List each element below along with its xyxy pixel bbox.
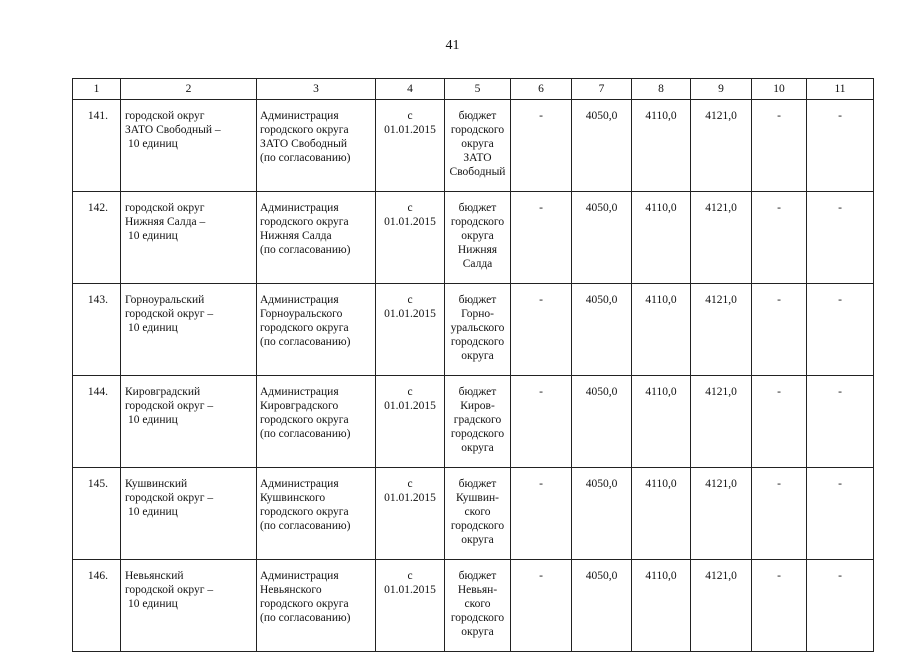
administration-line: (по согласованию) [260, 152, 351, 164]
value-8: 4110,0 [645, 110, 677, 122]
date-cell [376, 376, 445, 468]
budget-line: Киров- [460, 400, 495, 412]
municipality-line: городской округ [125, 110, 205, 122]
value-cell-7 [572, 192, 632, 284]
budget-cell [445, 468, 511, 560]
budget-cell [445, 100, 511, 192]
administration-cell [257, 192, 376, 284]
row-number: 145. [87, 478, 108, 490]
administration-cell [257, 284, 376, 376]
administration-line: городского округа [260, 506, 349, 518]
value-11: - [838, 202, 842, 214]
value-7: 4050,0 [585, 110, 618, 122]
value-11: - [838, 386, 842, 398]
header-cell-3: 3 [257, 79, 376, 100]
administration-line: Администрация [260, 202, 339, 214]
value-9: 4121,0 [705, 202, 737, 214]
budget-line: ского [464, 506, 491, 518]
value-cell-9 [691, 192, 752, 284]
budget-line: округа [461, 626, 494, 638]
budget-line: округа [461, 138, 494, 150]
value-11: - [838, 478, 842, 490]
administration-cell [257, 560, 376, 652]
row-number: 143. [87, 294, 108, 306]
header-row [73, 79, 874, 100]
municipality-line: городской округ – [125, 308, 214, 320]
date-cell [376, 100, 445, 192]
budget-line: городского [450, 216, 505, 228]
budget-cell [445, 192, 511, 284]
header-cell-5: 5 [445, 79, 511, 100]
row-number: 141. [87, 110, 108, 122]
row-number-cell [73, 284, 121, 376]
value-cell-6 [511, 100, 572, 192]
value-cell-8 [632, 468, 691, 560]
budget-cell [445, 376, 511, 468]
budget-line: округа [461, 442, 494, 454]
administration-line: Администрация [260, 478, 339, 490]
municipality-cell [121, 100, 257, 192]
value-cell-6 [511, 376, 572, 468]
administration-line: ЗАТО Свободный [260, 138, 348, 150]
municipality-line: 10 единиц [128, 506, 178, 518]
value-cell-11 [807, 468, 874, 560]
budget-line: ЗАТО [463, 152, 492, 164]
administration-line: городского округа [260, 124, 349, 136]
value-cell-7 [572, 376, 632, 468]
budget-line: бюджет [458, 570, 497, 582]
value-10: - [777, 294, 781, 306]
value-cell-7 [572, 468, 632, 560]
municipality-line: 10 единиц [128, 414, 178, 426]
date-line: с [407, 202, 413, 214]
municipality-line: городской округ [125, 202, 205, 214]
value-6: - [539, 202, 543, 214]
table-row [73, 468, 874, 560]
row-number-cell [73, 192, 121, 284]
budget-line: бюджет [458, 294, 497, 306]
value-7: 4050,0 [585, 386, 618, 398]
value-7: 4050,0 [585, 294, 618, 306]
administration-line: (по согласованию) [260, 244, 351, 256]
header-cell-11: 11 [807, 79, 874, 100]
value-cell-11 [807, 192, 874, 284]
value-cell-7 [572, 100, 632, 192]
value-7: 4050,0 [585, 202, 618, 214]
budget-line: округа [461, 350, 494, 362]
budget-line: городского [450, 336, 505, 348]
date-line: 01.01.2015 [384, 584, 436, 596]
budget-line: городского [450, 520, 505, 532]
date-line: с [407, 294, 413, 306]
budget-line: городского [450, 428, 505, 440]
row-number: 142. [87, 202, 108, 214]
date-line: с [407, 110, 413, 122]
value-10: - [777, 202, 781, 214]
administration-line: городского округа [260, 598, 349, 610]
municipality-line: Нижняя Салда – [125, 216, 206, 228]
administration-line: Администрация [260, 110, 339, 122]
value-cell-9 [691, 376, 752, 468]
header-cell-8: 8 [632, 79, 691, 100]
administration-line: Невьянского [260, 584, 322, 596]
row-number: 144. [87, 386, 108, 398]
budget-line: ского [464, 598, 491, 610]
administration-line: Администрация [260, 294, 339, 306]
value-8: 4110,0 [645, 478, 677, 490]
value-cell-7 [572, 560, 632, 652]
administration-line: Кировградского [260, 400, 339, 412]
value-cell-10 [752, 560, 807, 652]
value-cell-9 [691, 560, 752, 652]
municipality-line: городской округ – [125, 492, 214, 504]
header-cell-6: 6 [511, 79, 572, 100]
administration-line: городского округа [260, 414, 349, 426]
budget-line: бюджет [458, 386, 497, 398]
budget-line: Свободный [449, 166, 506, 178]
page-number: 41 [445, 38, 460, 53]
municipality-line: ЗАТО Свободный – [125, 124, 221, 136]
row-number-cell [73, 560, 121, 652]
date-line: 01.01.2015 [384, 124, 436, 136]
value-cell-9 [691, 468, 752, 560]
value-cell-11 [807, 560, 874, 652]
municipality-cell [121, 284, 257, 376]
administration-line: (по согласованию) [260, 520, 351, 532]
date-line: 01.01.2015 [384, 492, 436, 504]
value-cell-7 [572, 284, 632, 376]
administration-cell [257, 376, 376, 468]
budget-line: Салда [462, 258, 493, 270]
value-11: - [838, 110, 842, 122]
date-cell [376, 468, 445, 560]
administration-line: Горноуральского [260, 308, 343, 320]
value-6: - [539, 386, 543, 398]
municipality-cell [121, 192, 257, 284]
budget-cell [445, 560, 511, 652]
value-cell-8 [632, 192, 691, 284]
date-cell [376, 284, 445, 376]
value-8: 4110,0 [645, 202, 677, 214]
value-9: 4121,0 [705, 478, 737, 490]
header-cell-7: 7 [572, 79, 632, 100]
administration-cell [257, 100, 376, 192]
value-8: 4110,0 [645, 386, 677, 398]
budget-line: Горно- [461, 308, 494, 320]
value-cell-8 [632, 560, 691, 652]
municipality-line: городской округ – [125, 400, 214, 412]
value-7: 4050,0 [585, 478, 618, 490]
value-cell-8 [632, 376, 691, 468]
table-row [73, 284, 874, 376]
value-cell-10 [752, 100, 807, 192]
administration-line: (по согласованию) [260, 336, 351, 348]
budget-cell [445, 284, 511, 376]
table-row [73, 376, 874, 468]
municipality-line: 10 единиц [128, 138, 178, 150]
budget-line: округа [461, 230, 494, 242]
value-cell-6 [511, 192, 572, 284]
table-row [73, 560, 874, 652]
budget-line: бюджет [458, 478, 497, 490]
value-9: 4121,0 [705, 570, 737, 582]
value-cell-8 [632, 100, 691, 192]
administration-line: (по согласованию) [260, 428, 351, 440]
date-cell [376, 192, 445, 284]
value-10: - [777, 570, 781, 582]
budget-line: Невьян- [457, 584, 498, 596]
table-body [73, 100, 874, 652]
value-10: - [777, 386, 781, 398]
row-number-cell [73, 100, 121, 192]
value-11: - [838, 294, 842, 306]
value-cell-10 [752, 376, 807, 468]
administration-line: городского округа [260, 216, 349, 228]
value-cell-10 [752, 284, 807, 376]
administration-cell [257, 468, 376, 560]
date-line: 01.01.2015 [384, 400, 436, 412]
budget-line: округа [461, 534, 494, 546]
value-9: 4121,0 [705, 386, 737, 398]
date-line: 01.01.2015 [384, 308, 436, 320]
value-cell-11 [807, 284, 874, 376]
budget-line: градского [453, 414, 502, 426]
value-cell-11 [807, 100, 874, 192]
value-9: 4121,0 [705, 294, 737, 306]
header-cell-9: 9 [691, 79, 752, 100]
value-10: - [777, 110, 781, 122]
municipality-line: Кушвинский [125, 478, 188, 490]
municipality-line: городской округ – [125, 584, 214, 596]
municipality-cell [121, 376, 257, 468]
value-cell-9 [691, 100, 752, 192]
value-cell-8 [632, 284, 691, 376]
table-row [73, 100, 874, 192]
administration-line: (по согласованию) [260, 612, 351, 624]
header-cell-2: 2 [121, 79, 257, 100]
value-cell-6 [511, 468, 572, 560]
municipality-line: Горноуральский [125, 294, 205, 306]
budget-line: уральского [450, 322, 505, 334]
value-cell-9 [691, 284, 752, 376]
budget-line: Кушвин- [456, 492, 499, 504]
value-cell-6 [511, 284, 572, 376]
date-cell [376, 560, 445, 652]
header-cell-1: 1 [73, 79, 121, 100]
value-cell-6 [511, 560, 572, 652]
row-number-cell [73, 468, 121, 560]
row-number-cell [73, 376, 121, 468]
value-cell-10 [752, 192, 807, 284]
administration-line: Нижняя Салда [260, 230, 332, 242]
value-10: - [777, 478, 781, 490]
budget-line: бюджет [458, 110, 497, 122]
municipality-line: 10 единиц [128, 598, 178, 610]
administration-line: городского округа [260, 322, 349, 334]
date-line: с [407, 570, 413, 582]
municipality-line: Невьянский [125, 570, 184, 582]
value-9: 4121,0 [705, 110, 737, 122]
budget-line: городского [450, 124, 505, 136]
date-line: с [407, 386, 413, 398]
administration-line: Администрация [260, 570, 339, 582]
administration-line: Администрация [260, 386, 339, 398]
header-cell-10: 10 [752, 79, 807, 100]
administration-line: Кушвинского [260, 492, 326, 504]
budget-line: Нижняя [457, 244, 498, 256]
budget-line: городского [450, 612, 505, 624]
value-11: - [838, 570, 842, 582]
header-cell-4: 4 [376, 79, 445, 100]
date-line: с [407, 478, 413, 490]
value-8: 4110,0 [645, 294, 677, 306]
municipality-cell [121, 560, 257, 652]
value-8: 4110,0 [645, 570, 677, 582]
value-6: - [539, 570, 543, 582]
value-6: - [539, 294, 543, 306]
municipality-line: 10 единиц [128, 230, 178, 242]
budget-line: бюджет [458, 202, 497, 214]
value-7: 4050,0 [585, 570, 618, 582]
municipality-cell [121, 468, 257, 560]
date-line: 01.01.2015 [384, 216, 436, 228]
municipality-line: 10 единиц [128, 322, 178, 334]
value-cell-11 [807, 376, 874, 468]
value-6: - [539, 110, 543, 122]
row-number: 146. [87, 570, 108, 582]
budget-table [72, 78, 874, 652]
municipality-line: Кировградский [125, 386, 201, 398]
value-cell-10 [752, 468, 807, 560]
value-6: - [539, 478, 543, 490]
table-row [73, 192, 874, 284]
